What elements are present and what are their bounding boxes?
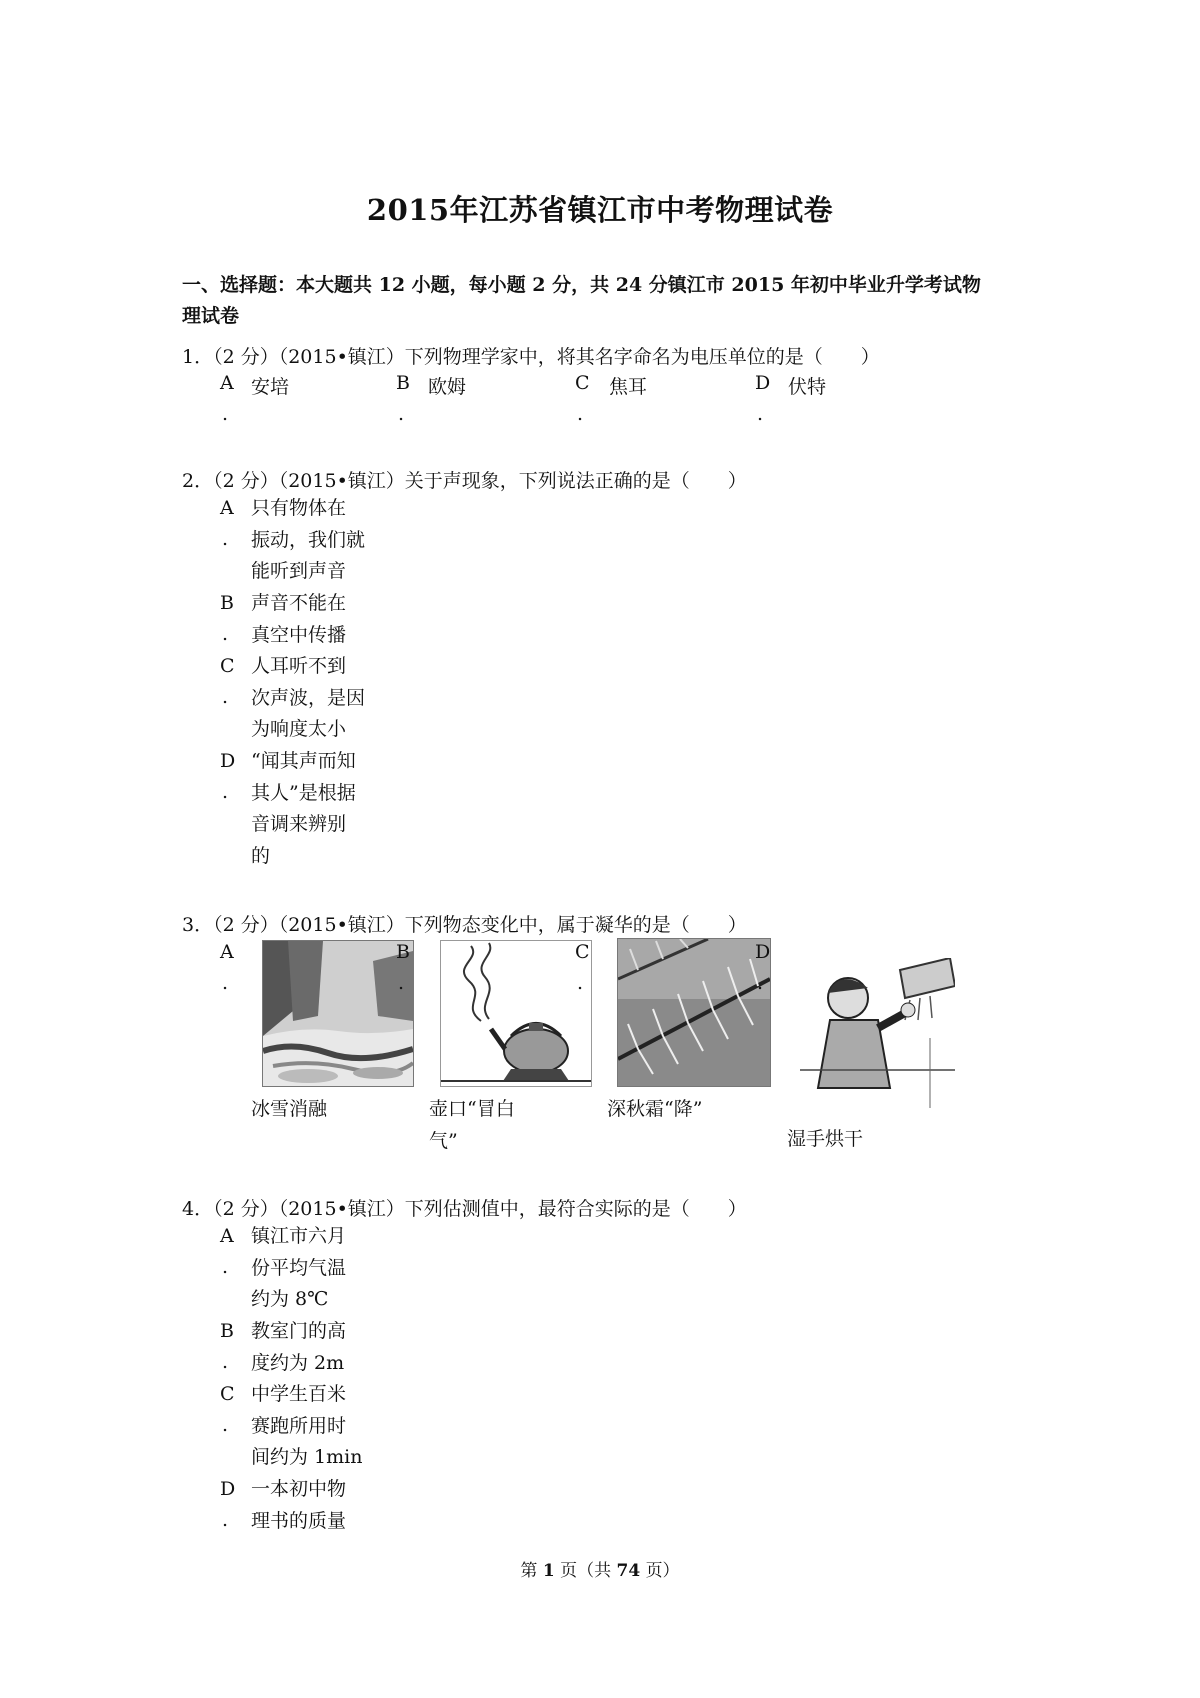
option-dot: . [222,623,229,645]
option-text-a: 镇江市六月 份平均气温 约为 8℃ [251,1225,347,1310]
option-dot: . [398,403,405,425]
option-text-c: 人耳听不到 次声波，是因 为响度太小 [251,655,366,740]
question-stem: 2．（2 分）（2015•镇江）关于声现象，下列说法正确的是（ ） [182,470,747,492]
option-dot: . [222,1509,229,1531]
option-letter-b: B [396,372,410,394]
option-letter-b: B [220,1320,234,1342]
kettle-steam-drawing [440,940,592,1087]
option-dot: . [757,972,764,994]
option-dot: . [398,972,405,994]
option-text-c: 焦耳 [609,376,648,398]
option-letter-b: B [396,941,410,963]
section-heading-line2: 理试卷 [182,305,240,327]
option-letter-a: A [220,372,234,394]
option-dot: . [222,528,229,550]
page-title: 2015年江苏省镇江市中考物理试卷 [366,193,834,227]
option-dot: . [222,403,229,425]
question-stem: 1．（2 分）（2015•镇江）下列物理学家中，将其名字命名为电压单位的是（ ） [182,346,880,368]
option-text-a: 安培 [251,376,290,398]
total-pages: 74 [616,1561,641,1581]
option-text-d: 伏特 [788,376,827,398]
option-dot: . [222,972,229,994]
frost-branch-photo [617,938,771,1087]
option-dot: . [577,972,584,994]
option-dot: . [222,686,229,708]
option-dot: . [222,1256,229,1278]
option-letter-b: B [220,592,234,614]
option-text-a: 只有物体在 振动，我们就 能听到声音 [251,497,366,582]
section-heading [182,270,1042,332]
snow-river-photo [262,940,414,1087]
option-dot: . [222,1351,229,1373]
option-caption-d: 湿手烘干 [787,1128,864,1150]
option-letter-a: A [220,497,234,519]
page-number: 1 [542,1561,555,1581]
option-letter-c: C [220,655,235,677]
option-letter-a: A [220,1225,234,1247]
option-letter-c: C [220,1383,235,1405]
question-stem: 3．（2 分）（2015•镇江）下列物态变化中，属于凝华的是（ ） [182,914,747,936]
option-dot: . [222,1414,229,1436]
option-letter-d: D [755,372,771,394]
option-text-d: 一本初中物 理书的质量 [251,1478,347,1532]
option-caption-a: 冰雪消融 [251,1098,328,1120]
option-letter-d: D [755,941,771,963]
option-text-b: 声音不能在 真空中传播 [251,592,347,646]
option-text-c: 中学生百米 赛跑所用时 间约为 1min [251,1383,363,1468]
option-text-b: 教室门的高 度约为 2m [251,1320,347,1374]
option-letter-c: C [575,372,590,394]
page-footer: 第 1 页（共 74 页） [520,1561,680,1581]
option-letter-d: D [220,750,236,772]
option-text-d: “闻其声而知 其人”是根据 音调来辨别 的 [251,750,356,867]
option-caption-c: 深秋霜“降” [607,1098,703,1120]
section-heading-line1: 一、选择题：本大题共 12 小题，每小题 2 分，共 24 分镇江市 2015 年初中毕业升学考试物 [182,274,981,296]
option-letter-d: D [220,1478,236,1500]
option-letter-c: C [575,941,590,963]
option-dot: . [222,781,229,803]
question-stem: 4．（2 分）（2015•镇江）下列估测值中，最符合实际的是（ ） [182,1198,747,1220]
option-text-b: 欧姆 [428,376,467,398]
hand-dryer-drawing [800,958,955,1108]
option-letter-a: A [220,941,234,963]
option-dot: . [577,403,584,425]
option-dot: . [757,403,764,425]
option-caption-b: 壶口“冒白 气” [429,1098,515,1152]
